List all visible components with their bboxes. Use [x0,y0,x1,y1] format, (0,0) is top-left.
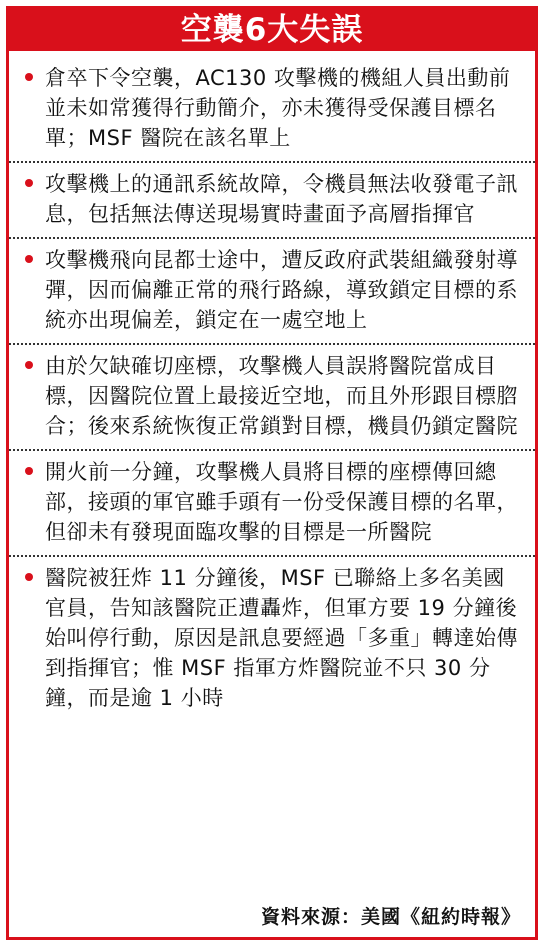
bullet-icon [25,179,33,187]
item-text: 開火前一分鐘，攻擊機人員將目標的座標傳回總部，接頭的軍官雖手頭有一份受保護目標的名單，但卻未有發現面臨攻擊的目標是一所醫院 [45,460,518,544]
list-item [9,57,535,161]
item-text: 攻擊機上的通訊系統故障，令機員無法收發電子訊息，包括無法傳送現場實時畫面予高層指揮官 [45,172,518,226]
bullet-icon [25,255,33,263]
list-item [9,161,535,237]
list-item [9,449,535,555]
list-item [9,555,535,721]
list-item [9,237,535,343]
bullet-icon [25,573,33,581]
bullet-icon [25,73,33,81]
source-credit: 資料來源：美國《紐約時報》 [260,906,521,928]
item-text: 由於欠缺確切座標，攻擊機人員誤將醫院當成目標，因醫院位置上最接近空地，而且外形跟目標脗合；後來系統恢復正常鎖對目標，機員仍鎖定醫院 [45,354,518,438]
title: 空襲6大失誤 [9,9,535,51]
bullet-icon [25,361,33,369]
item-text: 倉卒下令空襲，AC130 攻擊機的機組人員出動前並未如常獲得行動簡介，亦未獲得受保護目標名單；MSF 醫院在該名單上 [45,66,511,150]
item-text: 攻擊機飛向昆都士途中，遭反政府武裝組織發射導彈，因而偏離正常的飛行路線，導致鎖定目標的系統亦出現偏差，鎖定在一處空地上 [45,248,518,332]
item-text: 醫院被狂炸 11 分鐘後，MSF 已聯絡上多名美國官員，告知該醫院正遭轟炸，但軍方要 19 分鐘後始叫停行動，原因是訊息要經過「多重」轉達始傳到指揮官；惟 MSF 指軍方炸醫院並不只 30 分鐘，而是逾 1 小時 [45,566,518,710]
bullet-icon [25,467,33,475]
infobox [6,6,538,940]
list-item [9,343,535,449]
item-list [9,57,535,721]
